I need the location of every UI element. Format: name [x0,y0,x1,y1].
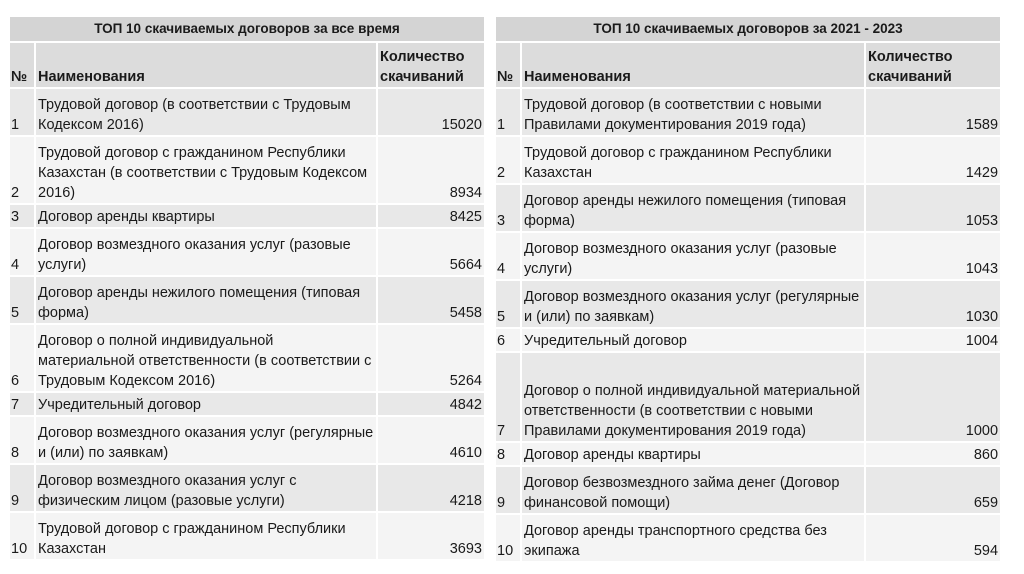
row-count: 8934 [377,136,485,204]
table-row [9,88,485,136]
row-name: Договор возмездного оказания услуг с физическим лицом (разовые услуги) [35,464,377,512]
row-num: 6 [9,324,35,392]
row-count: 5264 [377,324,485,392]
table-row [495,352,1001,442]
top10-2021-2023-table [494,15,1002,563]
table-title: ТОП 10 скачиваемых договоров за все время [9,16,485,42]
table-row [9,276,485,324]
table-row [495,280,1001,328]
row-count: 1000 [865,352,1001,442]
table-row [9,512,485,560]
row-count: 4842 [377,392,485,416]
row-name: Договор возмездного оказания услуг (регулярные и (или) по заявкам) [35,416,377,464]
row-name: Учредительный договор [35,392,377,416]
row-name: Договор возмездного оказания услуг (регулярные и (или) по заявкам) [521,280,865,328]
row-count: 1429 [865,136,1001,184]
row-num: 2 [495,136,521,184]
row-num: 10 [9,512,35,560]
table-title-row [9,16,485,42]
row-name: Трудовой договор с гражданином Республики Казахстан [521,136,865,184]
row-num: 1 [495,88,521,136]
row-num: 8 [9,416,35,464]
row-count: 1030 [865,280,1001,328]
row-name: Договор аренды квартиры [35,204,377,228]
row-count: 15020 [377,88,485,136]
table-row [495,184,1001,232]
row-name: Договор аренды квартиры [521,442,865,466]
row-name: Трудовой договор с гражданином Республики Казахстан (в соответствии с Трудовым Кодексом 2016) [35,136,377,204]
header-name: Наименования [521,42,865,88]
row-num: 9 [495,466,521,514]
top10-all-time-table [8,15,486,561]
row-num: 4 [495,232,521,280]
row-num: 5 [495,280,521,328]
table-row [495,88,1001,136]
row-num: 10 [495,514,521,562]
row-num: 5 [9,276,35,324]
row-name: Трудовой договор с гражданином Республики Казахстан [35,512,377,560]
header-num: № [9,42,35,88]
row-num: 6 [495,328,521,352]
row-num: 8 [495,442,521,466]
table-row [9,392,485,416]
row-count: 3693 [377,512,485,560]
row-name: Договор возмездного оказания услуг (разовые услуги) [521,232,865,280]
row-num: 1 [9,88,35,136]
row-num: 3 [495,184,521,232]
table-row [9,204,485,228]
table-row [9,228,485,276]
row-count: 5458 [377,276,485,324]
table-title: ТОП 10 скачиваемых договоров за 2021 - 2023 [495,16,1001,42]
row-name: Учредительный договор [521,328,865,352]
row-name: Договор о полной индивидуальной материальной ответственности (в соответствии с новыми Правилами документирования 2019 года) [521,352,865,442]
row-count: 1004 [865,328,1001,352]
row-count: 1043 [865,232,1001,280]
table-row [9,136,485,204]
row-num: 7 [495,352,521,442]
row-count: 659 [865,466,1001,514]
row-num: 3 [9,204,35,228]
row-name: Договор аренды транспортного средства без экипажа [521,514,865,562]
header-row [9,42,485,88]
table-row [495,442,1001,466]
row-name: Трудовой договор (в соответствии с Трудовым Кодексом 2016) [35,88,377,136]
row-count: 8425 [377,204,485,228]
row-count: 1589 [865,88,1001,136]
row-name: Трудовой договор (в соответствии с новыми Правилами документирования 2019 года) [521,88,865,136]
table-row [495,136,1001,184]
table-title-row [495,16,1001,42]
row-name: Договор безвозмездного займа денег (Договор финансовой помощи) [521,466,865,514]
header-count: Количество скачиваний [377,42,485,88]
row-name: Договор аренды нежилого помещения (типовая форма) [521,184,865,232]
row-num: 9 [9,464,35,512]
row-count: 594 [865,514,1001,562]
header-num: № [495,42,521,88]
table-row [9,416,485,464]
table-row [495,328,1001,352]
table-row [9,324,485,392]
table-row [9,464,485,512]
row-num: 2 [9,136,35,204]
row-count: 4218 [377,464,485,512]
header-name: Наименования [35,42,377,88]
row-count: 4610 [377,416,485,464]
row-count: 1053 [865,184,1001,232]
row-name: Договор аренды нежилого помещения (типовая форма) [35,276,377,324]
table-row [495,232,1001,280]
row-num: 4 [9,228,35,276]
row-name: Договор о полной индивидуальной материальной ответственности (в соответствии с Трудовым Кодексом 2016) [35,324,377,392]
row-count: 860 [865,442,1001,466]
table-row [495,514,1001,562]
row-num: 7 [9,392,35,416]
row-count: 5664 [377,228,485,276]
header-row [495,42,1001,88]
row-name: Договор возмездного оказания услуг (разовые услуги) [35,228,377,276]
header-count: Количество скачиваний [865,42,1001,88]
table-row [495,466,1001,514]
